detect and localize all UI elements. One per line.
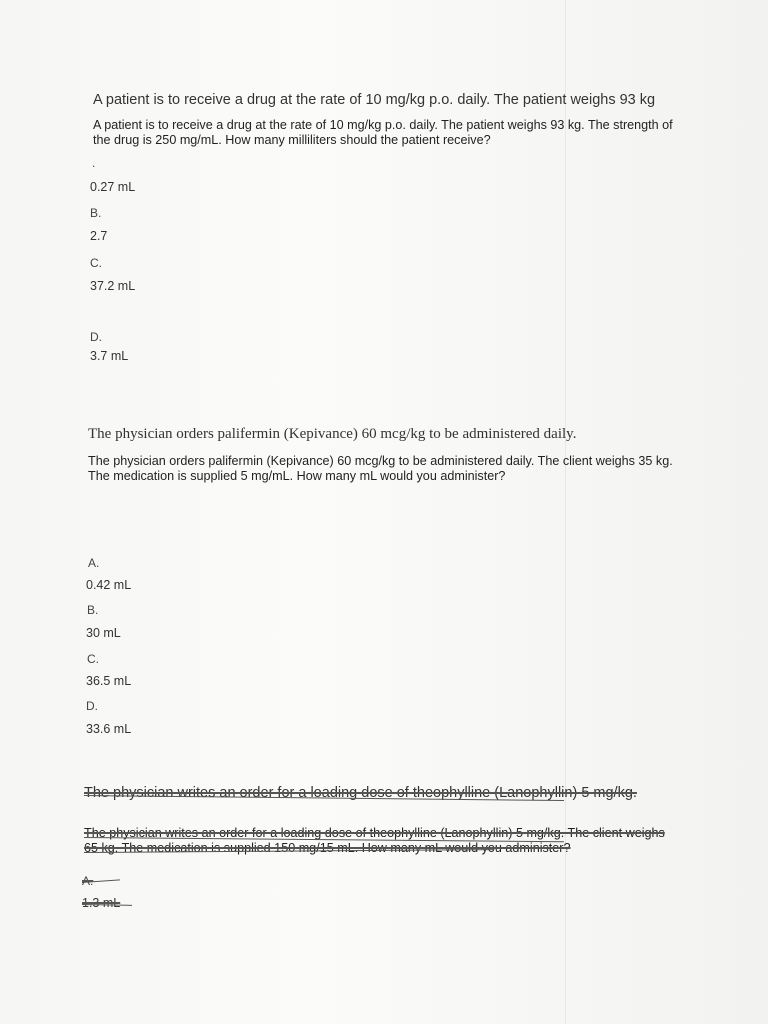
q1-option-d-text: 3.7 mL (90, 349, 129, 363)
q2-option-c-letter: C. (87, 652, 99, 666)
q2-option-d-text: 33.6 mL (86, 722, 132, 736)
q3-option-a-text: 1.3 mL (82, 896, 121, 910)
q3-body-line1: The physician writes an order for a loading dose of theophylline (Lanophyllin) 5 mg/kg. The client weighs (84, 826, 665, 840)
q1-marker: . (92, 156, 96, 170)
q2-option-a-letter: A. (88, 556, 100, 570)
q3-heading: The physician writes an order for a loading dose of theophylline (Lanophyllin) 5 mg/kg. (84, 785, 637, 801)
q2-option-d-letter: D. (86, 699, 98, 713)
page-fold-shadow (565, 0, 566, 1024)
q1-option-d-letter: D. (90, 330, 102, 344)
q2-option-b-text: 30 mL (86, 626, 121, 640)
q3-option-a-letter: A. (82, 874, 94, 888)
q2-body-line2: The medication is supplied 5 mg/mL. How many mL would you administer? (88, 469, 506, 483)
q2-heading: The physician orders palifermin (Kepivance) 60 mcg/kg to be administered daily. (88, 426, 577, 442)
q2-option-c-text: 36.5 mL (86, 674, 132, 688)
q1-option-c-text: 37.2 mL (90, 279, 136, 293)
q1-body-line1: A patient is to receive a drug at the rate of 10 mg/kg p.o. daily. The patient weighs 93 kg. The strength of (93, 118, 673, 132)
q1-body-line2: the drug is 250 mg/mL. How many milliliters should the patient receive? (93, 133, 491, 147)
q1-option-b-letter: B. (90, 206, 102, 220)
q1-heading: A patient is to receive a drug at the rate of 10 mg/kg p.o. daily. The patient weighs 93 kg (93, 92, 656, 108)
q2-body-line1: The physician orders palifermin (Kepivance) 60 mcg/kg to be administered daily. The client weighs 35 kg. (88, 454, 673, 468)
q3-body-line2: 65 kg. The medication is supplied 150 mg/15 mL. How many mL would you administer? (84, 841, 571, 855)
q1-option-a-text: 0.27 mL (90, 180, 136, 194)
q2-option-b-letter: B. (87, 603, 99, 617)
q1-option-b-text: 2.7 (90, 229, 108, 243)
q2-option-a-text: 0.42 mL (86, 578, 132, 592)
q1-option-c-letter: C. (90, 256, 102, 270)
